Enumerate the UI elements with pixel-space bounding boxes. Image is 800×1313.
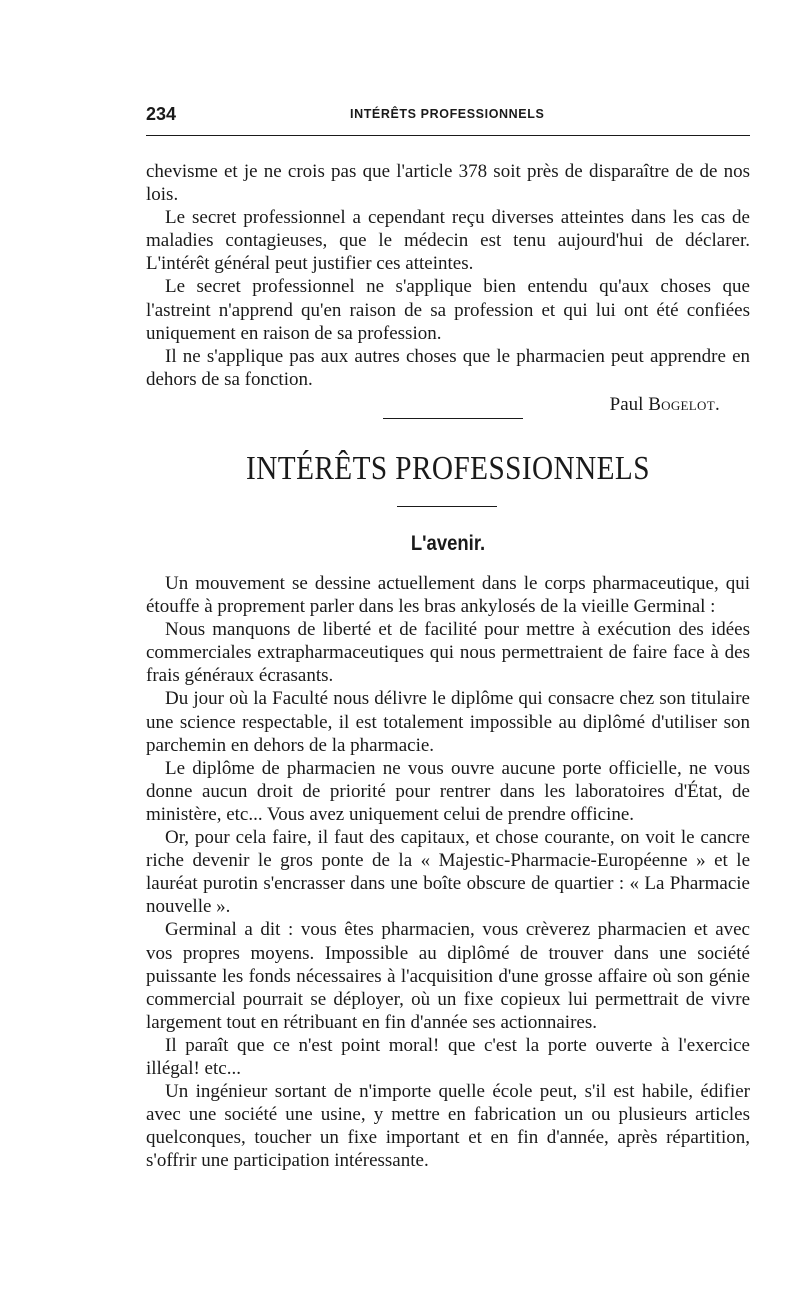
paragraph: Un ingénieur sortant de n'importe quelle école peut, s'il est habile, édifier avec une société une usine, y mettre en fabrication un ou plusieurs articles quelconques, toucher un fixe important et en fin d'année, après répartition, s'offrir une participation intéressante. bbox=[146, 1081, 750, 1172]
section-title: INTÉRÊTS PROFESSIONNELS bbox=[246, 450, 650, 487]
running-head: INTÉRÊTS PROFESSIONNELS bbox=[350, 107, 545, 121]
author-last-name: Bogelot. bbox=[648, 394, 720, 415]
previous-article-ending bbox=[146, 160, 750, 391]
paragraph: Du jour où la Faculté nous délivre le diplôme qui consacre chez son titulaire une science respectable, il est totalement impossible au diplômé d'utiliser son parchemin en dehors de la pharmacie. bbox=[146, 688, 750, 756]
article-body bbox=[146, 572, 750, 1172]
paragraph: Le diplôme de pharmacien ne vous ouvre aucune porte officielle, ne vous donne aucun droit de priorité pour rentrer dans les laboratoires d'État, de ministère, etc... Vous avez uniquement celui de prendre officine. bbox=[146, 757, 750, 825]
paragraph: Germinal a dit : vous êtes pharmacien, vous crèverez pharmacien et avec vos propres moyens. Impossible au diplômé de trouver dans une société puissante les fonds nécessaires à l'acquisition d'une grosse affaire où son génie commercial pourrait se déployer, où un fixe copieux lui permettrait de vivre largement tout en rétribuant en fin d'année ses actionnaires. bbox=[146, 919, 750, 1033]
paragraph: Le secret professionnel a cependant reçu diverses atteintes dans les cas de maladies contagieuses, que le médecin est tenu aujourd'hui de déclarer. L'intérêt général peut justifier ces atteintes. bbox=[146, 207, 750, 275]
paragraph: Il ne s'applique pas aux autres choses que le pharmacien peut apprendre en dehors de sa fonction. bbox=[146, 345, 750, 390]
title-rule bbox=[397, 506, 497, 507]
paragraph: Le secret professionnel ne s'applique bien entendu qu'aux choses que l'astreint n'apprend qu'en raison de sa profession et qui lui ont été confiées uniquement en raison de sa profession. bbox=[146, 276, 750, 344]
page-header bbox=[146, 104, 750, 130]
page-number: 234 bbox=[146, 104, 177, 124]
paragraph: Or, pour cela faire, il faut des capitaux, et chose courante, on voit le cancre riche devenir le gros ponte de la « Majestic-Pharmacie-Européenne » et le lauréat purotin s'encrasser dans une boîte obscure de quartier : « La Pharmacie nouvelle ». bbox=[146, 827, 750, 918]
paragraph: Nous manquons de liberté et de facilité pour mettre à exécution des idées commerciales extrapharmaceutiques qui nous permettraient de faire face à des frais généraux écrasants. bbox=[146, 619, 750, 687]
paragraph: Il paraît que ce n'est point moral! que c'est la porte ouverte à l'exercice illégal! etc... bbox=[146, 1034, 750, 1079]
paragraph: Un mouvement se dessine actuellement dans le corps pharmaceutique, qui étouffe à proprement parler dans les bras ankylosés de la vieille Germinal : bbox=[146, 573, 750, 618]
author-first-name: Paul bbox=[609, 394, 644, 415]
header-rule bbox=[146, 135, 750, 136]
article-subtitle: L'avenir. bbox=[410, 532, 486, 555]
author-signature bbox=[146, 393, 720, 416]
paragraph: chevisme et je ne crois pas que l'article 378 soit près de disparaître de de nos lois. bbox=[146, 161, 750, 206]
signature-rule bbox=[383, 418, 523, 419]
